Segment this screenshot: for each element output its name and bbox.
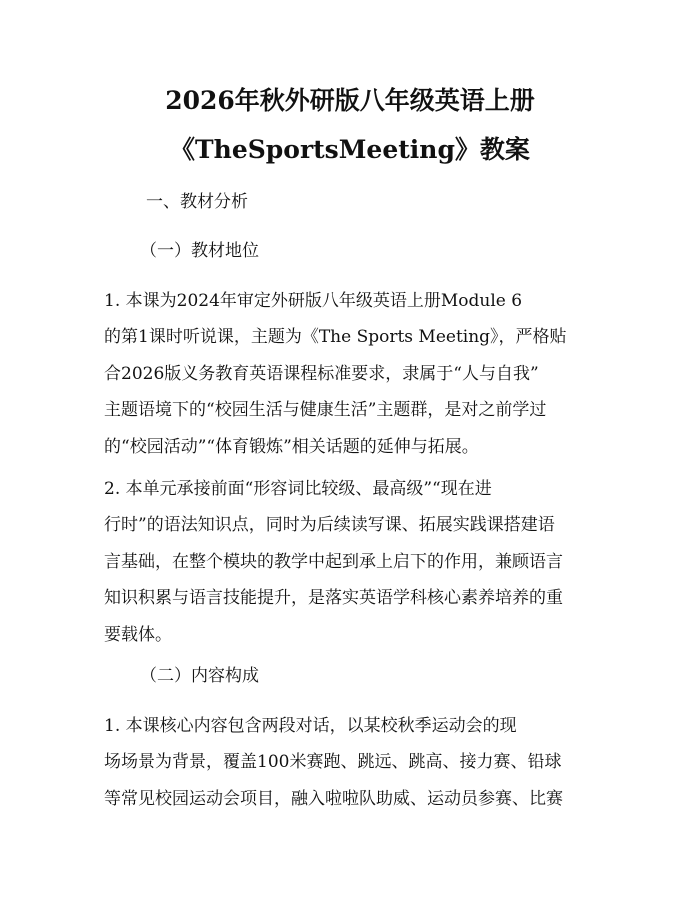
- document-title-line-1: 2026年秋外研版八年级英语上册: [165, 86, 535, 115]
- section-heading-textbook-analysis: 一、教材分析: [146, 192, 248, 212]
- paragraph-line: 的“校园活动”“体育锻炼”相关话题的延伸与拓展。: [104, 436, 479, 457]
- paragraph-1: [104, 283, 604, 465]
- document-title-line-2: 《TheSportsMeeting》教案: [170, 135, 530, 164]
- subsection-heading-textbook-status: （一）教材地位: [140, 241, 259, 261]
- paragraph-line: 2. 本单元承接前面“形容词比较级、最高级”“现在进: [104, 479, 492, 499]
- paragraph-line: 1. 本课核心内容包含两段对话，以某校秋季运动会的现: [104, 716, 517, 736]
- paragraph-3: [104, 708, 604, 817]
- paragraph-line: 行时”的语法知识点，同时为后续读写课、拓展实践课搭建语: [104, 515, 555, 536]
- paragraph-line: 1. 本课为2024年审定外研版八年级英语上册Module 6: [104, 291, 523, 311]
- paragraph-line: 言基础，在整个模块的教学中起到承上启下的作用，兼顾语言: [104, 551, 563, 572]
- paragraph-line: 的第1课时听说课，主题为《The Sports Meeting》，严格贴: [104, 327, 567, 348]
- paragraph-line: 场场景为背景，覆盖100米赛跑、跳远、跳高、接力赛、铅球: [104, 752, 562, 773]
- paragraph-line: 合2026版义务教育英语课程标准要求，隶属于“人与自我”: [104, 363, 539, 384]
- subsection-heading-content-composition: （二）内容构成: [140, 666, 259, 686]
- paragraph-line: 知识积累与语言技能提升，是落实英语学科核心素养培养的重: [104, 588, 563, 609]
- paragraph-2: [104, 471, 604, 653]
- paragraph-line: 主题语境下的“校园生活与健康生活”主题群，是对之前学过: [104, 400, 547, 421]
- paragraph-line: 要载体。: [104, 624, 172, 645]
- paragraph-line: 等常见校园运动会项目，融入啦啦队助威、运动员参赛、比赛: [104, 788, 563, 809]
